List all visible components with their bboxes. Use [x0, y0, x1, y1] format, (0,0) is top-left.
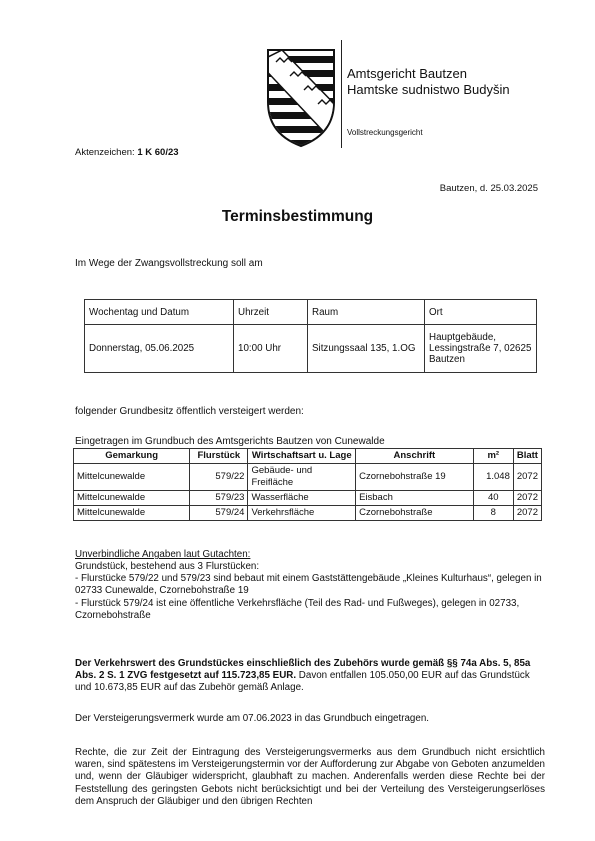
property-header-m2: m² — [473, 449, 513, 464]
verkehrswert-bold: Der Verkehrswert des Grundstückes einschließlich des Zubehörs wurde gemäß §§ 74a Abs. 5, 85a Abs. 2 S. 1 ZVG festgesetzt auf 115.723,85 EUR. — [75, 658, 531, 682]
schedule-header-row — [85, 300, 537, 325]
gutachten-line-3: - Flurstück 579/24 ist eine öffentliche Verkehrsfläche (Teil des Rad- und Fußweges), gelegen in 02733, Czornebohstraße — [75, 597, 520, 621]
schedule-time: 10:00 Uhr — [234, 325, 308, 373]
file-reference-label: Aktenzeichen: — [75, 147, 135, 158]
art-cell: Wasserfläche — [248, 491, 356, 506]
gutachten-line-1: Grundstück, bestehend aus 3 Flurstücken: — [75, 561, 260, 572]
flurstueck-cell: 579/22 — [190, 464, 248, 491]
gemarkung-cell: Mittelcunewalde — [74, 491, 190, 506]
verkehrswert-paragraph — [75, 658, 545, 695]
after-table-text: folgender Grundbesitz öffentlich versteigert werden: — [75, 406, 304, 417]
intro-text: Im Wege der Zwangsvollstreckung soll am — [75, 258, 263, 269]
gutachten-heading: Unverbindliche Angaben laut Gutachten: — [75, 549, 251, 560]
registry-title: Eingetragen im Grundbuch des Amtsgerichts Bautzen von Cunewalde — [75, 436, 385, 447]
anschrift-cell: Eisbach — [356, 491, 474, 506]
property-header-flurstueck: Flurstück — [190, 449, 248, 464]
gutachten-line-2: - Flurstücke 579/22 und 579/23 sind bebaut mit einem Gaststättengebäude „Kleines Kulturhaus“, gelegen in 02733 Cunewalde, Czornebohstraße 19 — [75, 573, 542, 597]
schedule-header-place: Ort — [425, 300, 537, 325]
property-table — [73, 448, 542, 521]
table-row — [74, 464, 542, 491]
property-header-gemarkung: Gemarkung — [74, 449, 190, 464]
m2-cell: 1.048 — [473, 464, 513, 491]
rechte-paragraph: Rechte, die zur Zeit der Eintragung des Versteigerungsvermerks aus dem Grundbuch nicht ersichtlich waren, sind spätestens im Versteigerungstermin vor der Aufforderung zur Abgabe von Geboten anzumelden und, wenn der Gläubiger widerspricht, glaubhaft zu machen. Anderenfalls werden diese Rechte bei der Feststellung des geringsten Gebots nicht berücksichtigt und bei der Verteilung des Versteigerungserlöses dem Anspruch der Gläubiger und den übrigen Rechten — [75, 747, 545, 807]
flurstueck-cell: 579/24 — [190, 506, 248, 521]
gutachten-text — [75, 561, 545, 622]
file-reference-value: 1 K 60/23 — [137, 147, 179, 158]
art-cell: Verkehrsfläche — [248, 506, 356, 521]
m2-cell: 8 — [473, 506, 513, 521]
schedule-header-room: Raum — [308, 300, 425, 325]
schedule-place: Hauptgebäude, Lessingstraße 7, 02625 Bautzen — [425, 325, 537, 373]
court-name: Amtsgericht Bautzen — [347, 66, 467, 81]
court-name-sorbian: Hamtske sudnistwo Budyšin — [347, 82, 510, 97]
gemarkung-cell: Mittelcunewalde — [74, 506, 190, 521]
schedule-room: Sitzungssaal 135, 1.OG — [308, 325, 425, 373]
property-header-art: Wirtschaftsart u. Lage — [248, 449, 356, 464]
court-department: Vollstreckungsgericht — [347, 128, 423, 137]
table-row — [74, 491, 542, 506]
blatt-cell: 2072 — [513, 491, 541, 506]
blatt-cell: 2072 — [513, 464, 541, 491]
anschrift-cell: Czornebohstraße 19 — [356, 464, 474, 491]
table-row — [74, 506, 542, 521]
property-header-blatt: Blatt — [513, 449, 541, 464]
anschrift-cell: Czornebohstraße — [356, 506, 474, 521]
schedule-row — [85, 325, 537, 373]
m2-cell: 40 — [473, 491, 513, 506]
schedule-table — [84, 299, 537, 373]
verkehrswert-normal: Davon entfallen 105.050,00 EUR auf das Grundstück und 10.673,85 EUR auf das Zubehör gemäß Anlage. — [75, 670, 530, 694]
flurstueck-cell: 579/23 — [190, 491, 248, 506]
document-title: Terminsbestimmung — [221, 208, 374, 225]
header-divider — [341, 40, 342, 148]
gemarkung-cell: Mittelcunewalde — [74, 464, 190, 491]
blatt-cell: 2072 — [513, 506, 541, 521]
schedule-date: Donnerstag, 05.06.2025 — [85, 325, 234, 373]
property-header-row — [74, 449, 542, 464]
vermerk-paragraph: Der Versteigerungsvermerk wurde am 07.06.2023 in das Grundbuch eingetragen. — [75, 713, 429, 724]
file-reference — [75, 147, 179, 158]
schedule-header-time: Uhrzeit — [234, 300, 308, 325]
saxony-coat-of-arms-icon — [262, 42, 340, 154]
art-cell: Gebäude- und Freifläche — [248, 464, 356, 491]
schedule-header-date: Wochentag und Datum — [85, 300, 234, 325]
property-header-anschrift: Anschrift — [356, 449, 474, 464]
place-date: Bautzen, d. 25.03.2025 — [439, 183, 538, 194]
